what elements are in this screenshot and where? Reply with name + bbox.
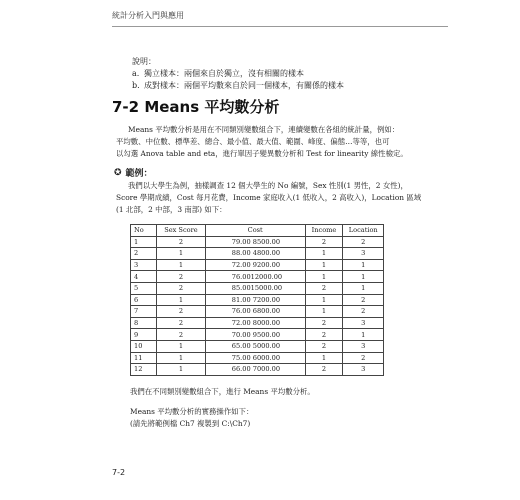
table-row	[131, 248, 384, 260]
table-cell: 1	[305, 306, 343, 318]
table-cell: 76.00 6800.00	[205, 306, 305, 318]
after-table-text: 我們在不同類別變數組合下，進行 Means 平均數分析。	[130, 387, 315, 396]
intro-line: Means 平均數分析是用在不同類別變數組合下，連續變數在各組的統計量，例如：	[128, 125, 400, 134]
table-cell: 2	[157, 306, 206, 318]
table-header-row	[131, 225, 384, 237]
table-row	[131, 364, 384, 376]
intro-line: 以勾選 Anova table and eta，進行單因子變異數分析和 Test for linearity 線性檢定。	[116, 149, 408, 158]
page-number: 7-2	[112, 468, 126, 477]
table-cell: 4	[131, 271, 157, 283]
table-cell: 3	[343, 248, 384, 260]
table-cell: 1	[305, 248, 343, 260]
example-paragraph	[116, 180, 446, 216]
table-cell: 1	[305, 271, 343, 283]
operations-line: Means 平均數分析的實務操作如下：	[130, 407, 254, 416]
table-cell: 7	[131, 306, 157, 318]
table-cell: 2	[157, 329, 206, 341]
table-row	[131, 317, 384, 329]
table-cell: 1	[157, 364, 206, 376]
table-cell: 1	[343, 282, 384, 294]
table-row	[131, 340, 384, 352]
table-cell: 11	[131, 352, 157, 364]
table-cell: 8	[131, 317, 157, 329]
example-line: Score 學期成績，Cost 每月花費，Income 家庭收入(1 低收入，2 高收入)，Location 區域	[116, 193, 422, 202]
note-item-mark: b.	[132, 81, 140, 90]
operations-text	[130, 406, 253, 430]
table-cell: 2	[343, 294, 384, 306]
table-cell: 1	[343, 271, 384, 283]
table-cell: 1	[157, 248, 206, 260]
table-cell: 2	[305, 364, 343, 376]
table-cell: 1	[305, 259, 343, 271]
table-cell: 88.00 4800.00	[205, 248, 305, 260]
operations-line: (請先將範例檔 Ch7 複製到 C:\Ch7)	[130, 419, 251, 428]
gear-icon: ✪	[114, 167, 122, 178]
table-cell: 1	[157, 352, 206, 364]
table-row	[131, 236, 384, 248]
example-heading-label: 範例：	[125, 169, 153, 179]
table-cell: 1	[343, 329, 384, 341]
running-header	[112, 10, 448, 27]
table-cell: 3	[131, 259, 157, 271]
table-cell: 2	[157, 317, 206, 329]
note-item-text: 成對樣本：兩個平均數來自於同一個樣本，有關係的樣本	[144, 81, 344, 90]
table-cell: 81.00 7200.00	[205, 294, 305, 306]
note-item-b	[132, 80, 344, 92]
table-cell: 2	[305, 329, 343, 341]
table-row	[131, 282, 384, 294]
header-cost: Cost	[205, 225, 305, 237]
table-cell: 1	[131, 236, 157, 248]
header-location: Location	[343, 225, 384, 237]
intro-line: 平均數、中位數、標準差、總合、最小值、最大值、範圍、峰度、偏態…等等，也可	[116, 137, 390, 146]
example-line: (1 北部，2 中部，3 南部) 如下：	[116, 205, 227, 214]
table-cell: 72.00 8000.00	[205, 317, 305, 329]
table-cell: 1	[343, 259, 384, 271]
table-cell: 2	[305, 282, 343, 294]
table-row	[131, 259, 384, 271]
header-sex-score: Sex Score	[157, 225, 206, 237]
table-cell: 1	[305, 352, 343, 364]
table-row	[131, 329, 384, 341]
table-cell: 2	[305, 317, 343, 329]
table-cell: 2	[305, 340, 343, 352]
header-income: Income	[305, 225, 343, 237]
table-cell: 12	[131, 364, 157, 376]
table-cell: 2	[157, 271, 206, 283]
section-title: 7-2 Means 平均數分析	[112, 98, 280, 116]
table-cell: 2	[131, 248, 157, 260]
note-item-mark: a.	[132, 69, 140, 78]
table-cell: 1	[157, 294, 206, 306]
table-cell: 2	[157, 236, 206, 248]
example-heading	[114, 166, 153, 179]
table-cell: 9	[131, 329, 157, 341]
table-cell: 79.00 8500.00	[205, 236, 305, 248]
table-cell: 2	[305, 236, 343, 248]
table-cell: 2	[343, 306, 384, 318]
table-cell: 1	[157, 259, 206, 271]
table-cell: 1	[157, 340, 206, 352]
table-cell: 66.00 7000.00	[205, 364, 305, 376]
note-label: 說明：	[132, 57, 156, 66]
table-cell: 3	[343, 317, 384, 329]
book-title: 統計分析入門與應用	[112, 11, 184, 20]
table-cell: 3	[343, 364, 384, 376]
example-line: 我們以大學生為例，抽樣調查 12 個大學生的 No 編號，Sex 性別(1 男性，2 女性)，	[128, 181, 408, 190]
table-cell: 6	[131, 294, 157, 306]
table-cell: 85.0015000.00	[205, 282, 305, 294]
table-cell: 76.0012000.00	[205, 271, 305, 283]
table-cell: 75.00 6000.00	[205, 352, 305, 364]
table-row	[131, 271, 384, 283]
table-cell: 3	[343, 340, 384, 352]
note-block	[132, 56, 344, 92]
table-cell: 5	[131, 282, 157, 294]
table-cell: 2	[343, 352, 384, 364]
table-row	[131, 294, 384, 306]
table-cell: 70.00 9500.00	[205, 329, 305, 341]
table-cell: 1	[305, 294, 343, 306]
table-cell: 72.00 9200.00	[205, 259, 305, 271]
note-item-a	[132, 68, 344, 80]
note-item-text: 獨立樣本：兩個來自於獨立，沒有相關的樣本	[144, 69, 304, 78]
table-cell: 10	[131, 340, 157, 352]
table-cell: 2	[157, 282, 206, 294]
table-row	[131, 306, 384, 318]
student-data-table	[130, 224, 384, 376]
header-no: No	[131, 225, 157, 237]
intro-paragraph	[116, 124, 440, 160]
table-cell: 2	[343, 236, 384, 248]
table-cell: 65.00 5000.00	[205, 340, 305, 352]
table-row	[131, 352, 384, 364]
